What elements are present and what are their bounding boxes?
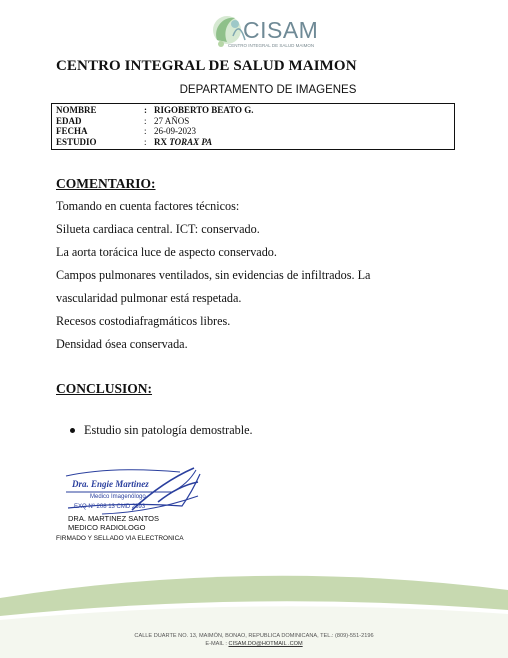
patient-info-box — [51, 103, 455, 150]
row-separator: : — [144, 136, 147, 147]
comentario-heading: COMENTARIO: — [56, 176, 156, 191]
comment-line: Silueta cardiaca central. ICT: conservado. — [56, 222, 260, 236]
document-title: CENTRO INTEGRAL DE SALUD MAIMON — [56, 58, 357, 74]
conclusion-item — [70, 423, 253, 438]
logo-subtext: CENTRO INTEGRAL DE SALUD MAIMON — [228, 43, 315, 48]
stamp-line3: EXQ Nº 208 13 CMD 2693 — [74, 504, 146, 510]
comment-line: Campos pulmonares ventilados, sin evidencias de infiltrados. La — [56, 268, 371, 282]
signer-role: MEDICO RADIOLOGO — [68, 523, 146, 532]
signer-name: DRA. MARTINEZ SANTOS — [68, 514, 159, 523]
patient-date-value: 26-09-2023 — [154, 126, 196, 137]
comment-line: Tomando en cuenta factores técnicos: — [56, 199, 240, 213]
patient-row-date — [56, 126, 450, 137]
signature-stamp-icon — [62, 462, 202, 520]
footer-address: CALLE DUARTE NO. 13, MAIMÓN, BONAO, REPUBLICA DOMINICANA, TEL.: (809)-551-2196 — [134, 633, 374, 639]
patient-name-value: RIGOBERTO BEATO G. — [154, 105, 254, 115]
comment-line: vascularidad pulmonar está respetada. — [56, 291, 242, 305]
comment-line: Recesos costodiafragmáticos libres. — [56, 314, 231, 328]
footer-email-line — [0, 641, 508, 647]
conclusion-text: Estudio sin patología demostrable. — [84, 423, 253, 437]
study-value: TORAX PA — [169, 136, 213, 147]
conclusion-heading: CONCLUSION: — [56, 381, 153, 396]
row-label: FECHA — [56, 126, 88, 137]
study-prefix: RX — [154, 136, 167, 147]
row-separator: : — [144, 115, 147, 126]
email-link[interactable]: CISAM.DO@HOTMAIL .COM — [228, 641, 303, 647]
department-name: DEPARTAMENTO DE IMAGENES — [179, 84, 357, 96]
patient-age-value: 27 AÑOS — [154, 115, 190, 126]
email-label: E-MAIL : — [205, 641, 227, 647]
row-label: EDAD — [56, 115, 82, 126]
patient-row-study — [56, 137, 450, 148]
patient-row-age — [56, 116, 450, 127]
row-separator: : — [144, 105, 147, 115]
comment-line: Densidad ósea conservada. — [56, 337, 188, 351]
stamp-line1: Dra. Engie Martinez — [72, 479, 149, 489]
signature-note: FIRMADO Y SELLADO VIA ELECTRONICA — [56, 535, 184, 542]
bullet-icon — [70, 428, 75, 433]
row-label: ESTUDIO — [56, 136, 97, 147]
row-separator: : — [144, 126, 147, 137]
patient-row-name — [56, 105, 450, 116]
logo-text: CISAM — [243, 17, 319, 43]
comment-line: La aorta torácica luce de aspecto conservado. — [56, 245, 277, 259]
stamp-line2: Medico Imagenólogo — [90, 494, 146, 500]
row-label: NOMBRE — [56, 105, 97, 115]
